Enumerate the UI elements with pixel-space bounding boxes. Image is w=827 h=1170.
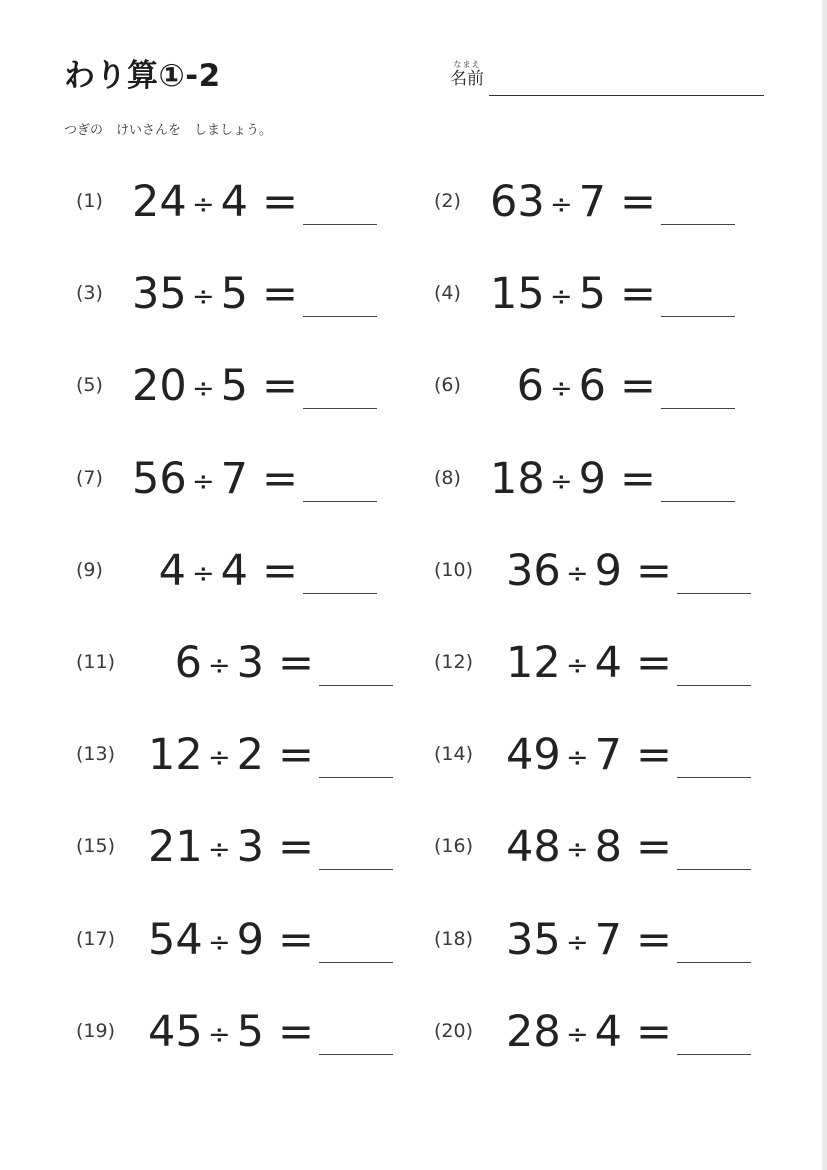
divisor: 4 — [220, 546, 248, 596]
problem-number: (14) — [434, 743, 474, 765]
problem-number: (12) — [434, 651, 474, 673]
answer-line[interactable] — [677, 962, 751, 963]
divide-symbol: ÷ — [566, 1019, 589, 1050]
problem-item — [0, 1002, 827, 1062]
divisor: 4 — [220, 177, 248, 227]
problem-expression — [490, 449, 656, 515]
divisor: 8 — [594, 822, 622, 872]
divide-symbol: ÷ — [192, 558, 215, 589]
equals-symbol: = — [277, 730, 315, 780]
dividend: 49 — [506, 730, 561, 780]
problem-number: (11) — [76, 651, 116, 673]
divisor: 9 — [236, 915, 264, 965]
dividend: 54 — [148, 915, 203, 965]
dividend: 45 — [148, 1007, 203, 1057]
problem-item — [0, 817, 827, 877]
divisor: 7 — [220, 454, 248, 504]
divisor: 4 — [594, 638, 622, 688]
dividend: 12 — [506, 638, 561, 688]
dividend: 6 — [516, 361, 544, 411]
divisor: 9 — [578, 454, 606, 504]
problem-item — [0, 264, 827, 324]
problem-number: (17) — [76, 928, 116, 950]
divisor: 5 — [220, 361, 248, 411]
problem-item — [0, 541, 827, 601]
dividend: 36 — [506, 546, 561, 596]
equals-symbol: = — [261, 269, 299, 319]
problem-item — [0, 172, 827, 232]
divide-symbol: ÷ — [192, 281, 215, 312]
problem-number: (16) — [434, 835, 474, 857]
answer-line[interactable] — [677, 869, 751, 870]
divisor: 7 — [594, 915, 622, 965]
dividend: 20 — [132, 361, 187, 411]
equals-symbol: = — [635, 1007, 673, 1057]
name-field-label — [446, 60, 488, 89]
name-write-line[interactable] — [489, 95, 764, 96]
dividend: 28 — [506, 1007, 561, 1057]
problem-number: (19) — [76, 1020, 116, 1042]
equals-symbol: = — [619, 269, 657, 319]
divide-symbol: ÷ — [192, 373, 215, 404]
name-label: 名前 — [450, 69, 484, 89]
divide-symbol: ÷ — [566, 742, 589, 773]
answer-line[interactable] — [677, 593, 751, 594]
answer-line[interactable] — [661, 501, 735, 502]
dividend: 18 — [490, 454, 545, 504]
equals-symbol: = — [261, 546, 299, 596]
divisor: 4 — [594, 1007, 622, 1057]
problem-number: (4) — [434, 282, 461, 304]
divide-symbol: ÷ — [208, 742, 231, 773]
problem-number: (6) — [434, 374, 461, 396]
problem-number: (5) — [76, 374, 103, 396]
dividend: 35 — [132, 269, 187, 319]
problem-item — [0, 633, 827, 693]
divisor: 2 — [236, 730, 264, 780]
problem-number: (18) — [434, 928, 474, 950]
dividend: 6 — [174, 638, 202, 688]
equals-symbol: = — [261, 454, 299, 504]
divisor: 5 — [578, 269, 606, 319]
divide-symbol: ÷ — [550, 373, 573, 404]
problem-item — [0, 725, 827, 785]
problem-number: (1) — [76, 190, 103, 212]
equals-symbol: = — [277, 822, 315, 872]
equals-symbol: = — [277, 915, 315, 965]
answer-line[interactable] — [661, 224, 735, 225]
name-furigana: なまえ — [453, 60, 481, 69]
instruction-text: つぎの けいさんを しましょう。 — [64, 123, 273, 138]
problem-item — [0, 910, 827, 970]
problem-expression — [490, 356, 656, 422]
dividend: 63 — [490, 177, 545, 227]
divide-symbol: ÷ — [566, 834, 589, 865]
divide-symbol: ÷ — [208, 927, 231, 958]
equals-symbol: = — [261, 361, 299, 411]
divide-symbol: ÷ — [550, 281, 573, 312]
equals-symbol: = — [635, 638, 673, 688]
dividend: 21 — [148, 822, 203, 872]
equals-symbol: = — [619, 454, 657, 504]
problem-number: (7) — [76, 467, 103, 489]
dividend: 4 — [158, 546, 186, 596]
divide-symbol: ÷ — [208, 834, 231, 865]
problem-expression — [506, 725, 672, 791]
problem-expression — [490, 172, 656, 238]
dividend: 48 — [506, 822, 561, 872]
divisor: 5 — [220, 269, 248, 319]
divide-symbol: ÷ — [550, 189, 573, 220]
problem-number: (2) — [434, 190, 461, 212]
divisor: 3 — [236, 822, 264, 872]
divide-symbol: ÷ — [208, 1019, 231, 1050]
divisor: 3 — [236, 638, 264, 688]
divide-symbol: ÷ — [550, 466, 573, 497]
equals-symbol: = — [635, 546, 673, 596]
answer-line[interactable] — [677, 777, 751, 778]
problem-number: (15) — [76, 835, 116, 857]
problem-expression — [506, 633, 672, 699]
equals-symbol: = — [277, 638, 315, 688]
problem-number: (9) — [76, 559, 103, 581]
equals-symbol: = — [635, 915, 673, 965]
divide-symbol: ÷ — [192, 189, 215, 220]
problem-item — [0, 356, 827, 416]
answer-line[interactable] — [677, 685, 751, 686]
dividend: 24 — [132, 177, 187, 227]
divisor: 7 — [594, 730, 622, 780]
equals-symbol: = — [277, 1007, 315, 1057]
worksheet-title: わり算①-2 — [64, 58, 221, 94]
problem-expression — [506, 817, 672, 883]
answer-line[interactable] — [661, 408, 735, 409]
dividend: 15 — [490, 269, 545, 319]
divisor: 5 — [236, 1007, 264, 1057]
divide-symbol: ÷ — [208, 650, 231, 681]
divisor: 9 — [594, 546, 622, 596]
divide-symbol: ÷ — [566, 558, 589, 589]
equals-symbol: = — [261, 177, 299, 227]
problem-expression — [506, 541, 672, 607]
equals-symbol: = — [619, 361, 657, 411]
dividend: 12 — [148, 730, 203, 780]
problem-expression — [506, 1002, 672, 1068]
divisor: 7 — [578, 177, 606, 227]
problem-number: (20) — [434, 1020, 474, 1042]
equals-symbol: = — [635, 822, 673, 872]
problem-number: (10) — [434, 559, 474, 581]
problem-expression — [506, 910, 672, 976]
divide-symbol: ÷ — [566, 927, 589, 958]
dividend: 56 — [132, 454, 187, 504]
dividend: 35 — [506, 915, 561, 965]
problem-item — [0, 449, 827, 509]
problem-number: (13) — [76, 743, 116, 765]
problem-number: (8) — [434, 467, 461, 489]
divide-symbol: ÷ — [566, 650, 589, 681]
problem-expression — [490, 264, 656, 330]
equals-symbol: = — [619, 177, 657, 227]
answer-line[interactable] — [677, 1054, 751, 1055]
equals-symbol: = — [635, 730, 673, 780]
divide-symbol: ÷ — [192, 466, 215, 497]
divisor: 6 — [578, 361, 606, 411]
answer-line[interactable] — [661, 316, 735, 317]
problem-number: (3) — [76, 282, 103, 304]
